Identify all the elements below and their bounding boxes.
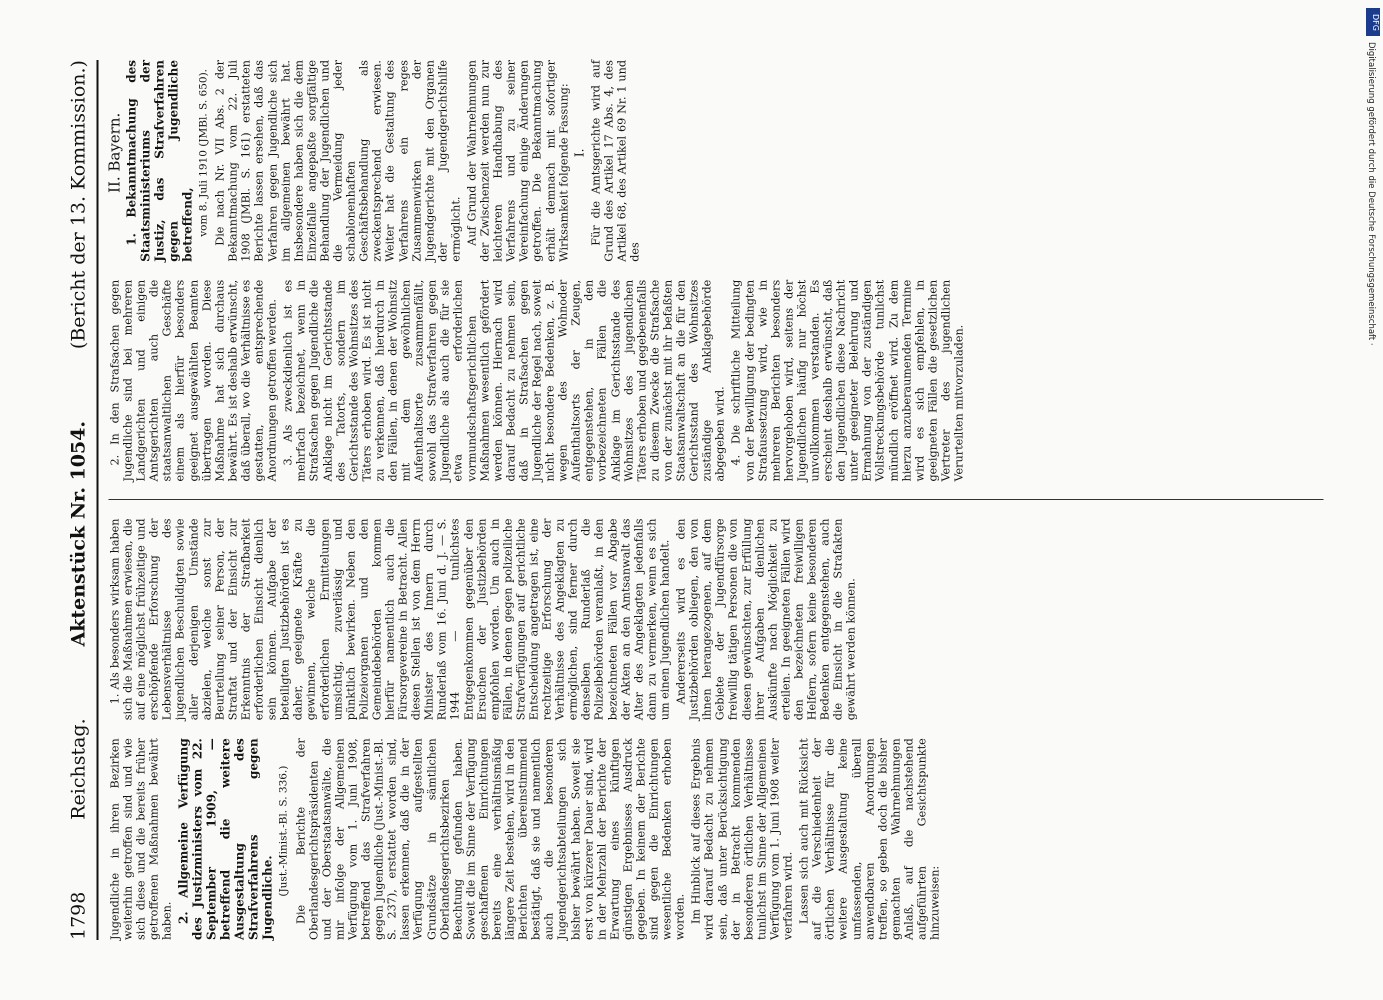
roman-numeral-heading: I. (571, 148, 586, 158)
paragraph: Auf Grund der Wahrnehmungen der Zwischenzeit werden nun zur leichteren Handhabung des Verfahrens und zu seiner Vereinfachung einige Änderungen getroffen. Die Bekanntmachung erhält demnach mit sofortiger Wirksamkeit folgende Fassung: (464, 60, 570, 262)
paragraph: 2. In den Strafsachen gegen Jugendliche sind bei mehreren Landgerichten und einigen Amtsgerichten auch die staatsanwaltlichen Geschäfte einem als hierfür besonders geeignet ausgewählten Beamten übertragen worden. Diese Maßnahme hat sich durchaus bewährt. Es ist deshalb erwünscht, daß überall, wo die Verhältnisse es gestatten, entsprechende Anordnungen getroffen werden. (108, 279, 279, 482)
column-3 (108, 280, 1323, 482)
paragraph: Andererseits wird es den Justizbehörden obliegen, den von ihnen herangezogenen, auf dem Gebiete der Jugendfürsorge freiwillig tätigen Personen die von diesen gewünschten, zur Erfüllung ihrer Aufgaben dienlichen Auskünfte nach Möglichkeit zu erteilen. In geeigneten Fällen wird den bezeichneten freiwilligen Helfern, sofern keine besonderen Bedenken entgegenstehen, auch die Einsicht in die Strafakten gewährt werden können. (674, 518, 858, 721)
section-source: vom 8. Juli 1910 (JMBl. S. 650). (197, 69, 210, 237)
paragraph: Für die Amtsgerichte wird auf Grund des Artikel 17 Abs. 4, des Artikel 68, des Artikel 69 Nr. 1 und des (588, 60, 642, 262)
header-left: Reichstag. (67, 718, 89, 820)
section-title: 2. Allgemeine Verfügung des Justizministers vom 22. September 1909, — betreffend die weitere Ausgestaltung des Strafverfahrens gegen Jugendliche. (176, 738, 275, 940)
section-source: (Just.-Minist.-Bl. S. 336.) (277, 765, 290, 897)
column-1 (108, 738, 1323, 940)
page-number: 1798 (67, 891, 89, 940)
section-title: 1. Bekanntmachung des Staatsministeriums der Justiz, das Strafverfahren gegen Jugendliche betreffend, (124, 60, 195, 262)
digitization-credit (1366, 8, 1380, 988)
paragraph: Die nach Nr. VII Abs. 2 der Bekanntmachung vom 22. Juli 1908 (JMBl. S. 161) erstatteten Berichte lassen ersehen, daß das Verfahren gegen Jugendliche sich im allgemeinen bewährt hat. Insbesondere haben sich die dem Einzelfalle angepaßte sorgfältige Behandlung der Jugendlichen und die Vermeidung jeder schablonenhaften Geschäftsbehandlung als zweckentsprechend erwiesen. Weiter hat die Gestaltung des Verfahrens ein reges Zusammenwirken der Jugendgerichte mit den Organen der Jugendgerichtshilfe ermöglicht. (213, 60, 462, 262)
header-document-number: Aktenstück Nr. 1054. (67, 420, 89, 647)
section-heading: II. Bayern. (105, 112, 123, 194)
paragraph: 1. Als besonders wirksam haben sich die Maßnahmen erwiesen, die auf eine möglichst frühzeitige und erschöpfende Erforschung der Lebensverhältnisse des jugendlichen Beschuldigten sowie aller derjenigen Umstände abzielen, welche sonst zur Beurteilung seiner Person, der Straftat und der Einsicht zur Erkenntnis der Strafbarkeit erforderlichen Einsicht dienlich sein können. Aufgabe der beteiligten Justizbehörden ist es daher, geeignete Kräfte zu gewinnen, welche die erforderlichen Ermittelungen umsichtig, zuverlässig und pünktlich bewirken. Neben den Polizeiorganen und den Gemeindebehörden kommen hierfür namentlich auch die Fürsorgevereine in Betracht. Allen diesen Stellen ist von dem Herrn Minister des Innern durch Runderlaß vom 16. Juni d. J. — S. 1944 — tunlichstes Entgegenkommen gegenüber den Ersuchen der Justizbehörden empfohlen worden. Um auch in Fällen, in denen gegen polizeiliche Strafverfügungen auf gerichtliche Entscheidung angetragen ist, eine rechtzeitige Erforschung der Verhältnisse des Angeklagten zu ermöglichen, sind ferner durch denselben Runderlaß die Polizeibehörden veranlaßt, in den bezeichneten Fällen vor Abgabe der Akten an den Amtsanwalt das Alter des Angeklagten jedenfalls dann zu vermerken, wenn es sich um einen Jugendlichen handelt. (108, 518, 671, 721)
column-4 (105, 60, 1323, 262)
paragraph: Jugendliche in ihren Bezirken weiterhin getroffen sind und wie sich diese und die bereits früher getroffenen Maßnahmen bewährt haben. (108, 738, 174, 940)
column-divider (108, 500, 1323, 501)
paragraph: Im Hinblick auf dieses Ergebnis wird darauf Bedacht zu nehmen sein, daß unter Berücksichtigung der in Betracht kommenden besonderen örtlichen Verhältnisse tunlichst im Sinne der Allgemeinen Verfügung vom 1. Juni 1908 weiter verfahren wird. (689, 738, 795, 940)
credit-text: Digitalisierung gefördert durch die Deutsche Forschungsgemeinschaft · (1366, 42, 1376, 346)
header-right: (Bericht der 13. Kommission.) (67, 60, 89, 350)
paragraph: Die Berichte der Oberlandesgerichtspräsidenten und der Oberstaatsanwälte, die mir infolge der Allgemeinen Verfügung vom 1. Juni 1908, betreffend das Strafverfahren gegen Jugendliche (Just.-Minist.-Bl. S. 237), erstattet worden sind, lassen erkennen, daß die in der Verfügung aufgestellten Grundsätze in sämtlichen Oberlandesgerichtsbezirken Beachtung gefunden haben. Soweit die im Sinne der Verfügung geschaffenen Einrichtungen bereits eine verhältnismäßig längere Zeit bestehen, wird in den Berichten übereinstimmend bestätigt, daß sie und namentlich auch die besonderen Jugendgerichtsabteilungen sich bisher bewährt haben. Soweit sie erst von kürzerer Dauer sind, wird in der Mehrzahl der Berichte der Erwartung eines künftigen günstigen Ergebnisses Ausdruck gegeben. In keinem der Berichte sind gegen die Einrichtungen wesentliche Bedenken erhoben worden. (293, 738, 687, 940)
paragraph: 4. Die schriftliche Mitteilung von der Bewilligung der bedingten Strafaussetzung wird, wie in mehreren Berichten besonders hervorgehoben wird, seitens der Jugendlichen häufig nur höchst unvollkommen verstanden. Es erscheint deshalb erwünscht, daß den Jugendlichen diese Nachricht unter geeigneter Belehrung und Ermahnung von der zuständigen Vollstreckungsbehörde tunlichst mündlich eröffnet wird. Zu dem hierzu anzuberaumenden Termine wird es sich empfehlen, in geeigneten Fällen die gesetzlichen Vertreter des jugendlichen Verurteilten mitvorzuladen. (729, 279, 965, 482)
column-2 (108, 519, 1323, 721)
paragraph: 3. Als zweckdienlich ist es mehrfach bezeichnet, wenn in Strafsachen gegen Jugendliche die Anklage nicht im Gerichtsstande des Tatorts, sondern im Gerichtsstande des Wohnsitzes des Täters erhoben wird. Es ist nicht zu verkennen, daß hierdurch in den Fällen, in denen der Wohnsitz mit dem gewöhnlichen Aufenthaltsorte zusammenfällt, sowohl das Strafverfahren gegen Jugendliche als auch die für sie etwa erforderlichen vormundschaftsgerichtlichen Maßnahmen wesentlich gefördert werden können. Hiernach wird darauf Bedacht zu nehmen sein, daß in Strafsachen gegen Jugendliche der Regel nach, soweit nicht besondere Bedenken, z. B. wegen des Wohnoder Aufenthaltsorts der Zeugen, entgegenstehen, in den vorbezeichneten Fällen die Anklage im Gerichtsstande des Wohnsitzes des jugendlichen Täters erhoben und gegebenenfalls zu diesem Zwecke die Strafsache von der zunächst mit ihr befaßten Staatsanwaltschaft an die für den Gerichtsstand des Wohnsitzes zuständige Anklagebehörde abgegeben wird. (281, 279, 727, 482)
dfg-logo: DFG (1366, 8, 1380, 36)
running-header (60, 60, 98, 940)
paragraph: Lassen sich auch mit Rücksicht auf die Verschiedenheit der örtlichen Verhältnisse für die weitere Ausgestaltung keine umfassenden, überall anwendbaren Anordnungen treffen, so geben doch die bisher gemachten Wahrnehmungen Anlaß, auf die nachstehend aufgeführten Gesichtspunkte hinzuweisen: (797, 738, 942, 940)
text-columns (105, 60, 1323, 940)
